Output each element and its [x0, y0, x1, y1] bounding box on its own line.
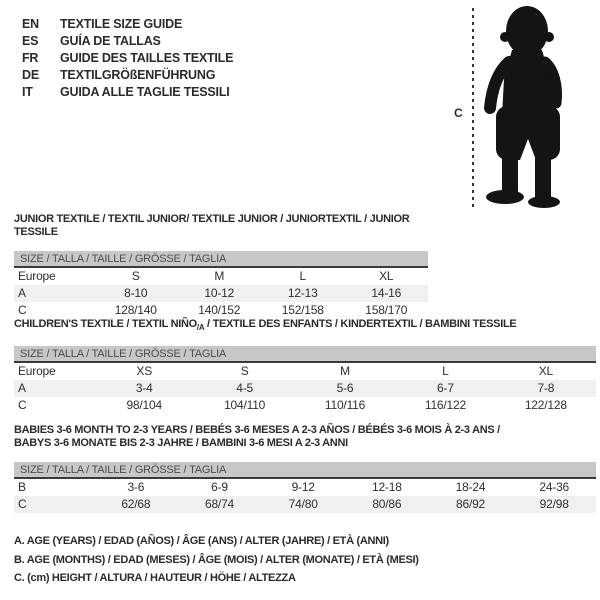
size-header-bar: SIZE / TALLA / TAILLE / GRÖSSE / TAGLIA: [14, 251, 428, 268]
row-label: Europe: [18, 364, 56, 379]
table-cell: 4-5: [236, 381, 253, 396]
height-dotted-line: [472, 8, 474, 208]
title-subscript: /A: [196, 323, 205, 333]
table-cell: 6-7: [437, 381, 454, 396]
lang-row-es: [22, 33, 233, 50]
table-row-c: [14, 496, 596, 513]
table-cell: 12-18: [372, 480, 402, 494]
height-c-label: C: [454, 106, 463, 120]
junior-size-table: [14, 251, 428, 319]
table-cell: XL: [379, 269, 394, 283]
table-cell: XL: [538, 364, 553, 379]
lang-row-en: [22, 16, 233, 33]
table-row-europe: [14, 363, 596, 380]
table-cell: 6-9: [211, 480, 228, 494]
table-cell: 152/158: [281, 303, 324, 317]
title-line-2: BABYS 3-6 MONATE BIS 2-3 JAHRE / BAMBINI 3-6 MESI A 2-3 ANNI: [14, 437, 348, 449]
childrens-table-title: [14, 318, 596, 334]
table-row-a: [14, 380, 596, 397]
table-cell: L: [442, 364, 449, 379]
childrens-textile-section: [14, 318, 596, 414]
table-cell: 7-8: [537, 381, 555, 396]
table-row-c: [14, 302, 428, 319]
lang-row-de: [22, 67, 233, 84]
row-label: Europe: [18, 269, 56, 283]
lang-label: TEXTILE SIZE GUIDE: [60, 17, 183, 31]
title-line-1: BABIES 3-6 MONTH TO 2-3 YEARS / BEBÉS 3-6 MESES A 2-3 AÑOS / BÉBÉS 3-6 MOIS À 2-3 ANS /: [14, 424, 500, 436]
childrens-size-table: [14, 346, 596, 414]
language-title-list: [22, 16, 233, 101]
note-age-months: B. AGE (MONTHS) / EDAD (MESES) / ÂGE (MOIS) / ALTER (MONATE) / ETÀ (MESI): [14, 553, 419, 566]
table-cell: 18-24: [455, 480, 486, 494]
row-label: A: [18, 286, 26, 300]
baby-silhouette-icon: [482, 4, 575, 208]
table-cell: S: [131, 269, 140, 283]
table-cell: 104/110: [224, 398, 266, 413]
table-cell: 86/92: [456, 497, 486, 511]
table-row-a: [14, 285, 428, 302]
lang-row-fr: [22, 50, 233, 67]
table-cell: 5-6: [336, 381, 354, 396]
table-cell: 62/68: [121, 497, 151, 511]
table-cell: XS: [136, 364, 152, 379]
table-cell: 158/170: [365, 303, 408, 317]
note-age-years: A. AGE (YEARS) / EDAD (AÑOS) / ÂGE (ANS) / ALTER (JAHRE) / ETÀ (ANNI): [14, 535, 389, 547]
table-row-b: [14, 479, 596, 496]
title-text: / TEXTILE DES ENFANTS / KINDERTEXTIL / BAMBINI TESSILE: [204, 318, 517, 330]
junior-table-title: JUNIOR TEXTILE / TEXTIL JUNIOR/ TEXTILE JUNIOR / JUNIORTEXTIL / JUNIOR TESSILE: [14, 213, 410, 238]
row-label: B: [18, 480, 26, 494]
table-cell: 12-13: [287, 286, 318, 300]
table-cell: 14-16: [371, 286, 402, 300]
lang-label: GUÍA DE TALLAS: [60, 34, 161, 48]
babies-size-table: [14, 462, 596, 513]
lang-code: ES: [22, 34, 39, 48]
table-row-europe: [14, 268, 428, 285]
table-cell: 3-6: [127, 480, 145, 494]
row-label: C: [18, 398, 27, 413]
table-cell: 24-36: [539, 480, 570, 494]
babies-table-title: [14, 424, 596, 450]
table-cell: 74/80: [288, 497, 318, 511]
lang-label: TEXTILGRÖßENFÜHRUNG: [60, 68, 216, 82]
table-cell: S: [240, 364, 249, 379]
title-text: CHILDREN'S TEXTILE / TEXTIL NIÑO: [14, 318, 197, 330]
row-label: A: [18, 381, 26, 396]
lang-code: FR: [22, 51, 39, 65]
lang-row-it: [22, 84, 233, 101]
lang-label: GUIDA ALLE TAGLIE TESSILI: [60, 85, 230, 99]
legend-notes: [14, 532, 419, 588]
table-cell: L: [299, 269, 306, 283]
table-cell: 8-10: [124, 286, 148, 300]
table-cell: 128/140: [114, 303, 157, 317]
table-cell: 110/116: [324, 398, 366, 413]
lang-label: GUIDE DES TAILLES TEXTILE: [60, 51, 234, 65]
table-cell: 98/104: [126, 398, 162, 413]
table-cell: 80/86: [372, 497, 402, 511]
table-cell: M: [214, 269, 225, 283]
table-cell: 10-12: [204, 286, 235, 300]
lang-code: DE: [22, 68, 39, 82]
table-cell: 9-12: [291, 480, 315, 494]
size-header-bar: SIZE / TALLA / TAILLE / GRÖSSE / TAGLIA: [14, 462, 596, 479]
table-cell: 116/122: [424, 398, 466, 413]
lang-code: EN: [22, 17, 39, 31]
babies-textile-section: [14, 424, 596, 513]
table-cell: 68/74: [204, 497, 235, 511]
size-header-bar: SIZE / TALLA / TAILLE / GRÖSSE / TAGLIA: [14, 346, 596, 363]
table-cell: M: [340, 364, 350, 379]
table-row-c: [14, 397, 596, 414]
lang-code: IT: [22, 85, 33, 99]
table-cell: 3-4: [135, 381, 153, 396]
table-cell: 140/152: [198, 303, 241, 317]
row-label: C: [18, 303, 27, 317]
junior-textile-section: [14, 213, 428, 319]
table-cell: 122/128: [524, 398, 567, 413]
note-height-cm: C. (cm) HEIGHT / ALTURA / HAUTEUR / HÖHE / ALTEZZA: [14, 572, 296, 584]
row-label: C: [18, 497, 27, 511]
table-cell: 92/98: [539, 497, 569, 511]
